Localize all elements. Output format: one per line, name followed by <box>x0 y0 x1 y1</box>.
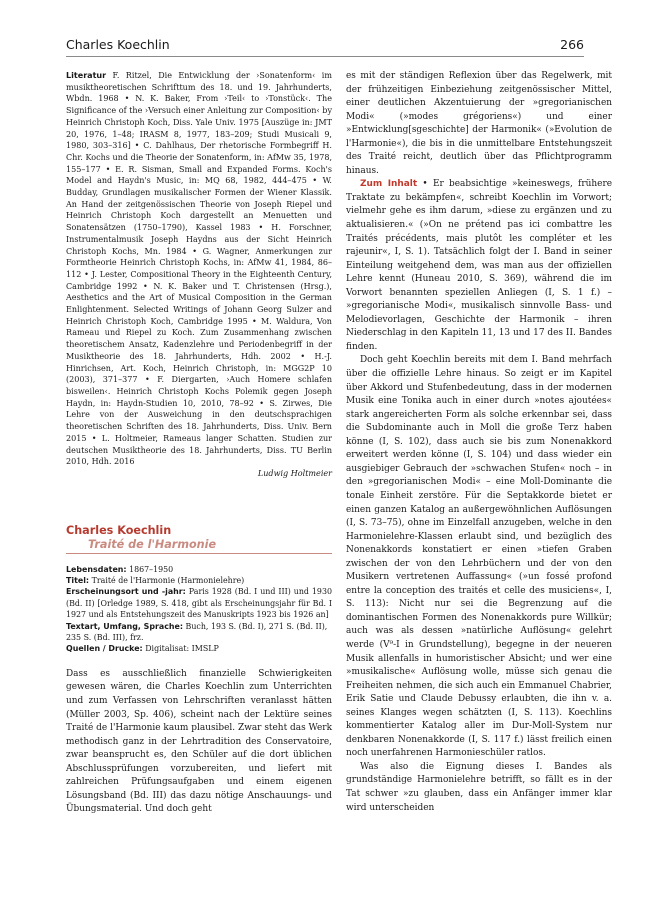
inhalt-label: Zum Inhalt <box>360 179 418 190</box>
entry-composer: Charles Koechlin <box>66 523 172 537</box>
meta-label: Titel: <box>66 576 90 586</box>
meta-line <box>66 586 332 620</box>
inhalt-text: • Er beabsichtige »keineswegs, frühere Traktate zu bekämpfen«, schreibt Koechlin im Vorwort; vielmehr gehe es ihm darum, »diese zu ergänzen und zu aktualisieren.« (»On ne prétend pas ici combattre les Traités précédents, mais plutôt les compléter et les rajeunir«, I, S. 1). Tatsächlich folgt der I. Band in seiner Einteilung weitgehend dem, was man aus der offiziellen Lehre kennt (Huneau 2010, S. 369), während die im Vorwort benannten speziellen Anliegen (I, S. 1 f.) – »gregorianische Modi«, musikalisch sinnvolle Bass- und Melodievorlagen, Geschichte der Harmonik – ihren Niederschlag in den Kapiteln 11, 13 und 17 des II. Bandes finden. <box>346 179 612 352</box>
literature-block <box>66 70 332 468</box>
body-paragraph: Was also die Eignung dieses I. Bandes als grundständige Harmonielehre betrifft, so fällt es in der Tat schwer »zu glauben, dass ein Anfänger immer klar wird unterscheiden <box>346 761 612 813</box>
right-body-text <box>346 70 612 815</box>
running-header <box>66 34 584 57</box>
literature-label: Literatur <box>66 71 107 80</box>
meta-label: Lebensdaten: <box>66 564 127 574</box>
meta-value: 1867–1950 <box>129 564 174 574</box>
meta-label: Erscheinungsort und -jahr: <box>66 587 186 597</box>
body-paragraph: Dass es ausschließlich finanzielle Schwierigkeiten gewesen wären, die Charles Koechlin zum Unterrichten und zum Verfassen von Lehrschriften veranlasst hätten (Müller 2003, Sp. 406), scheint nach der Lektüre seines Traité de l'Harmonie kaum plausibel. Zwar steht das Werk methodisch ganz in der Lehrtradition des Conservatoire, zwar beansprucht es, den Schüler auf die dort üblichen Abschlussprüfungen vorzubereiten, und liefert mit zahlreichen Prüfungsaufgaben und einem eigenen Lösungsband (Bd. III) das dazu nötige Anschauungs- und Übungsmaterial. Und doch geht <box>66 668 332 815</box>
meta-label: Textart, Umfang, Sprache: <box>66 621 184 631</box>
entry-meta <box>66 564 332 655</box>
body-paragraph: es mit der ständigen Reflexion über das Regelwerk, mit der frühzeitigen Einbeziehung zeitgenössischer Mittel, einer deutlichen Akzentuierung der »gregorianischen Modi« (»modes grégoriens«) und einer »Entwicklung[sgeschichte] der Harmonik« (»Evolution de l'Harmonie«), die bis in die unmittelbare Entstehungszeit des Traité reicht, deutlich über das Pflichtprogramm hinaus. <box>346 71 612 176</box>
meta-value: Paris 1928 (Bd. I und III) und 1930 (Bd. II) [Orledge 1989, S. 418, gibt als Erscheinungsjahr für Bd. I 1927 und als Entstehungszeit des Manuskripts 1923 bis 1926 an] <box>66 587 332 620</box>
meta-line <box>66 575 332 586</box>
body-paragraph: Doch geht Koechlin bereits mit dem I. Band mehrfach über die offizielle Lehre hinaus. So zeigt er im Kapitel über Akkord und Stufenbedeutung, dass in der modernen Musik eine Tonika auch in einer durch »notes ajoutées« stark angereicherten Form als solche erkennbar sei, dass die Subdominante auch in Moll die große Terz haben könne (I, S. 102), dass auch sie bis zum Nonenakkord erweitert werden könne (I, S. 104) und dass wieder ein ausgiebiger Gebrauch der »schwachen Stufen« noch – in den »gregorianischen Modi« – eine Moll-Dominante die tonale Einheit zerstöre. Für die Septakkorde bietet er einen ganzen Katalog an außergewöhnlichen Auflösungen (I, S. 73–75), ohne im Einzelfall anzugeben, welche in den Harmonielehre-Klassen erlaubt sind, und bezüglich des Nonenakkords konstatiert er einen »tiefen Graben zwischen der von den Lehrbüchern und der von den Musikern vertretenen Auffassung« (»un fossé profond entre la conception des traités et celle des musiciens«, I, S. 113): Nicht nur sei die Begrenzung auf die dominantischen Formen des Nonenakkords pure Willkür; auch was als dessen »natürliche Auflösung« gelehrt werde (V⁹-I in Grundstellung), begegne in der neueren Musik allenfalls in humoristischer Absicht; und wer eine »musikalische« Auflösung wolle, müsse sich genau die Freiheiten nehmen, die sich auch ein Emmanuel Chabrier, Erik Satie und Claude Debussy erlaubten, die ihn v. a. seines Klanges wegen schätzten (I, S. 113). Koechlins kommentierter Katalog aller im Dur-Moll-System nur denkbaren Nonenakkorde (I, S. 117 f.) lässt freilich einen noch unerfahrenen Harmonieschüler ratlos. <box>346 355 612 759</box>
page-number: 266 <box>560 37 584 52</box>
left-body-text <box>66 668 332 817</box>
meta-value: Traité de l'Harmonie (Harmonielehre) <box>91 576 245 586</box>
right-column <box>346 70 612 815</box>
running-title: Charles Koechlin <box>66 37 170 52</box>
literature-text: F. Ritzel, Die Entwicklung der ›Sonatenform‹ im musiktheoretischen Schrifttum des 18. und 19. Jahrhunderts, Wbdn. 1968 • N. K. Baker, From ›Teil‹ to ›Tonstück‹. The Significance of the ›Versuch einer Anleitung zur Composition‹ by Heinrich Christoph Koch, Diss. Yale Univ. 1975 [Auszüge in: JMT 20, 1976, 1–48; IRASM 8, 1977, 183–209; Studi Musicali 9, 1980, 303–316] • C. Dahlhaus, Der rhetorische Formbegriff H. Chr. Kochs und die Theorie der Sonatenform, in: AfMw 35, 1978, 155–177 • E. R. Sisman, Small and Expanded Forms. Koch's Model and Haydn's Music, in: MQ 68, 1982, 444–475 • W. Budday, Grundlagen musikalischer Formen der Wiener Klassik. An Hand der zeitgenössischen Theorie von Joseph Riepel und Heinrich Christoph Koch dargestellt an Menuetten und Sonatensätzen (1750–1790), Kassel 1983 • H. Forschner, Instrumentalmusik Joseph Haydns aus der Sicht Heinrich Christoph Kochs, Mn. 1984 • G. Wagner, Anmerkungen zur Formtheorie Heinrich Christoph Kochs, in: AfMw 41, 1984, 86–112 • J. Lester, Compositional Theory in the Eighteenth Century, Cambridge 1992 • N. K. Baker und T. Christensen (Hrsg.), Aesthetics and the Art of Musical Composition in the German Enlightenment. Selected Writings of Johann Georg Sulzer and Heinrich Christoph Koch, Cambridge 1995 • M. Waldura, Von Rameau und Riepel zu Koch. Zum Zusammenhang zwischen theoretischem Ansatz, Kadenzlehre und Periodenbegriff in der Musiktheorie des 18. Jahrhunderts, Hdh. 2002 • H.-J. Hinrichsen, Art. Koch, Heinrich Christoph, in: MGG2P 10 (2003), 371–377 • F. Diergarten, ›Auch Homere schlafen bisweilen‹. Heinrich Christoph Kochs Polemik gegen Joseph Haydn, in: Haydn-Studien 10, 2010, 78–92 • S. Zirwes, Die Lehre von der Ausweichung in den deutschsprachigen theoretischen Schriften des 18. Jahrhunderts, Diss. Univ. Bern 2015 • L. Holtmeier, Rameaus langer Schatten. Studien zur deutschen Musiktheorie des 18. Jahrhunderts, Diss. TU Berlin 2010, Hdh. 2016 <box>66 71 332 467</box>
article-author: Ludwig Holtmeier <box>257 468 332 478</box>
inhalt-paragraph <box>346 178 612 354</box>
meta-value: Digitalisat: IMSLP <box>145 644 219 654</box>
meta-line <box>66 621 332 644</box>
meta-label: Quellen / Drucke: <box>66 644 143 654</box>
meta-line <box>66 564 332 575</box>
entry-work-title: Traité de l'Harmonie <box>66 538 332 554</box>
meta-value: Buch, 193 S. (Bd. I), 271 S. (Bd. II), 235 S. (Bd. III), frz. <box>66 621 328 643</box>
entry-heading <box>66 524 332 554</box>
left-column <box>66 70 332 817</box>
meta-line <box>66 643 332 654</box>
